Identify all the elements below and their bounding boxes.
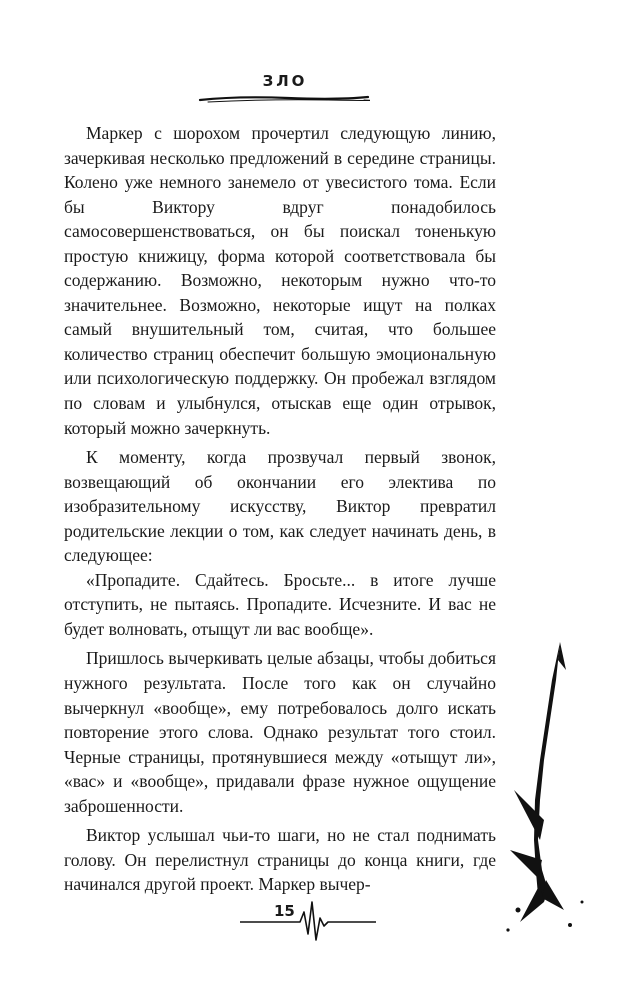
- heartbeat-line-icon: [238, 896, 378, 946]
- paragraph: Виктор услышал чьи-то шаги, но не стал поднимать голову. Он перелистнул страницы до конца книги, где начинался другой проект. Маркер вычер-: [64, 825, 496, 895]
- page-footer: [238, 896, 378, 956]
- brush-stroke-icon: [198, 94, 370, 104]
- quote-paragraph: «Пропадите. Сдайтесь. Бросьте... в итоге лучше отступить, не пытаясь. Пропадите. Исчезните. И вас не будет волновать, отыщут ли вас вообще».: [64, 569, 496, 639]
- paragraph: Маркер с шорохом прочертил следующую линию, зачеркивая несколько предложений в середине страницы. Колено уже немного занемело от увесистого тома. Если бы Виктору вдруг понадобилось самосовершенствоваться, он бы поискал тоненькую простую книжицу, форма которой соответствовала бы содержанию. Возможно, некоторым нужно что-то значительнее. Возможно, некоторые ищут на полках самый внушительный том, считая, что большее количество страниц обеспечит большую эмоциональную или психологическую поддержку. Он пробежал взглядом по словам и улыбнулся, отыскав еще один отрывок, который можно зачеркнуть.: [64, 123, 496, 438]
- paragraph: Пришлось вычеркивать целые абзацы, чтобы добиться нужного результата. После того как он случайно вычеркнул «вообще», ему потребовалось долго искать повторение этого слова. Однако результат того стоил. Черные страницы, протянувшиеся между «отыщут ли», «вас» и «вообще», придавали фразе нужное ощущение заброшенности.: [64, 648, 496, 816]
- paragraph: К моменту, когда прозвучал первый звонок, возвещающий об окончании его электива по изобразительному искусству, Виктор превратил родительские лекции о том, как следует начинать день, в следующее:: [64, 447, 496, 566]
- page-number: 15: [274, 902, 295, 920]
- running-header: ЗЛО: [262, 72, 308, 90]
- page-body: [64, 121, 496, 897]
- ink-splash-icon: [500, 640, 600, 940]
